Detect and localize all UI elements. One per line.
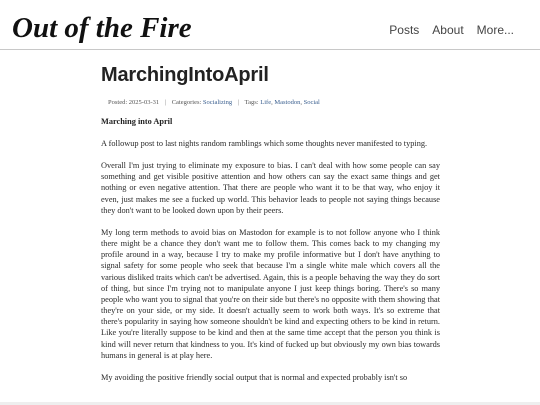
tag-comma: ,	[300, 99, 304, 106]
post-meta	[108, 98, 440, 107]
post-article	[101, 62, 440, 394]
post-body	[101, 116, 440, 383]
post-heading: Marching into April	[101, 117, 173, 126]
tags-label: Tags:	[244, 99, 259, 106]
post-paragraph: My long term methods to avoid bias on Mastodon for example is to not follow anyone who I think there might be a chance they don't want me to follow them. This comes back to my changing my profile around in a way, because I try to make my profile informative but I don't have anything to signal safety for some people who seek that because I'm a single white male which covers all the various disliked traits which can't be advertised. Again, this is a people behaving the way they do sort of thing, but since I'm trying not to manipulate anyone I just keep things boring. There's so many people who want you to signal that you're on their side but there's no opposite with them showing that they're on your side, or my side. It doesn't actually seem to work both ways. It's so extreme that there's popularity in saying how someone shouldn't be kind and expecting others to be kind in return. Like you're literally suppose to be kind and then at the same time accept that the person you think is kind will never return that kindness to you. It's kind of fucked up but obviously my own bias towards humans in general is at play here.	[101, 227, 440, 360]
nav-more-link[interactable]: More...	[476, 23, 514, 37]
categories-label: Categories:	[171, 99, 202, 106]
nav-about-link[interactable]: About	[432, 23, 464, 37]
tag-link-social[interactable]: Social	[303, 99, 320, 106]
site-title[interactable]: Out of the Fire	[12, 12, 192, 44]
site-header	[0, 0, 540, 50]
main-nav	[389, 22, 514, 38]
posted-label: Posted:	[108, 99, 128, 106]
post-paragraph: My avoiding the positive friendly social output that is normal and expected probably isn't so	[101, 372, 408, 382]
post-paragraph: Overall I'm just trying to eliminate my exposure to bias. I can't deal with how some people can say something and get visible positive attention and how others can say the exact same things and get nothing or even negative attention. That there are people who want it to be that way, who enjoy it even, just makes me see a fucked up world. This behavior leads to people not saying things because they don't want to be looked down upon by their peers.	[101, 161, 440, 215]
post-paragraph: A followup post to last nights random ramblings which some thoughts never manifested to typing.	[101, 139, 428, 148]
post-title: MarchingIntoApril	[101, 64, 269, 86]
post-date: 2025-03-31	[128, 99, 160, 106]
tag-link-mastodon[interactable]: Mastodon	[274, 99, 301, 106]
nav-posts-link[interactable]: Posts	[389, 23, 420, 37]
meta-separator: |	[237, 99, 240, 106]
tag-comma: ,	[271, 99, 275, 106]
category-link-socializing[interactable]: Socializing	[202, 99, 233, 106]
tag-link-life[interactable]: Life	[260, 99, 272, 106]
meta-separator: |	[164, 99, 167, 106]
